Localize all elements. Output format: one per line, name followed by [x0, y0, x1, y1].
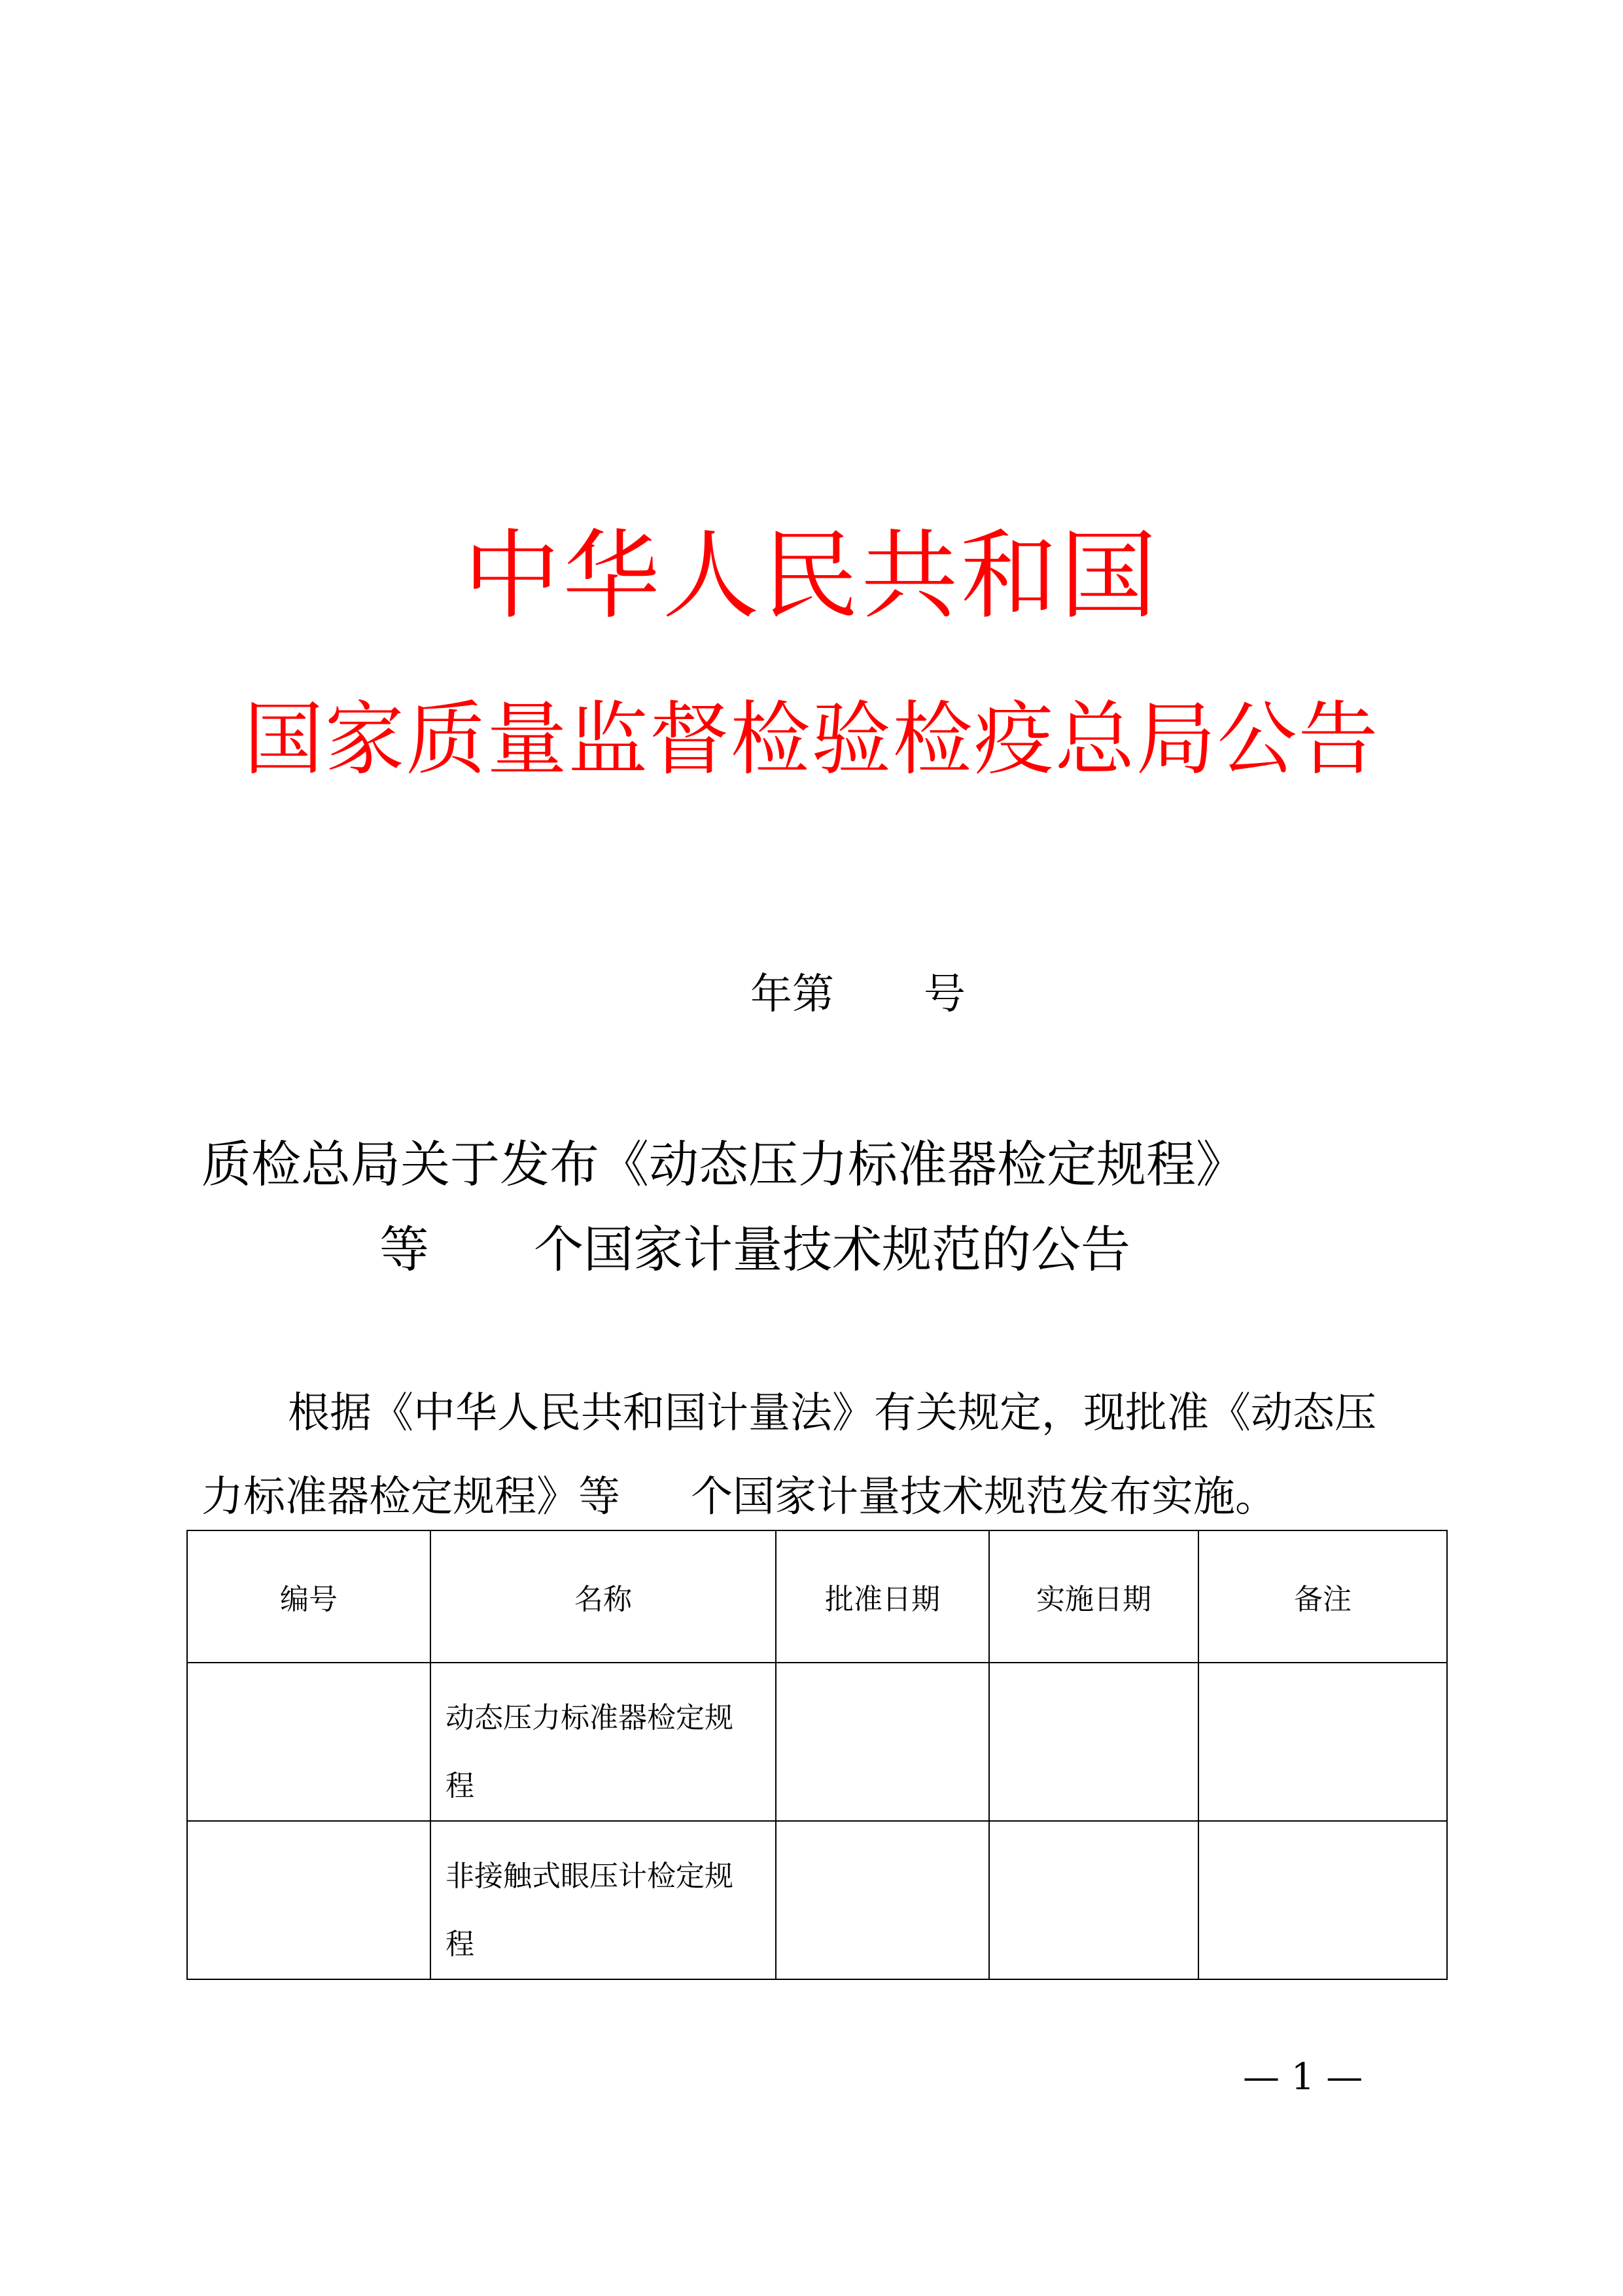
title-line-1: 中华人民共和国 — [463, 520, 1160, 632]
column-header-name: 名称 — [430, 1530, 776, 1663]
cell-name-line-1: 动态压力标准器检定规 — [445, 1701, 733, 1735]
cell-name-line-1: 非接触式眼压计检定规 — [445, 1860, 733, 1893]
table-row — [187, 1821, 1447, 1979]
column-header-number: 编号 — [187, 1530, 430, 1663]
cell-approval-date — [776, 1663, 989, 1821]
column-header-remarks: 备注 — [1198, 1530, 1447, 1663]
cell-name-line-2: 程 — [445, 1928, 474, 1961]
heading-line-2-end: 个国家计量技术规范的公告 — [534, 1220, 1130, 1279]
heading-line-2-start: 等 — [379, 1220, 429, 1279]
cell-effective-date — [989, 1663, 1198, 1821]
title-line-2: 国家质量监督检验检疫总局公告 — [243, 693, 1380, 786]
table-row — [187, 1663, 1447, 1821]
cell-remarks — [1198, 1663, 1447, 1821]
cell-number — [187, 1821, 430, 1979]
column-header-approval-date: 批准日期 — [776, 1530, 989, 1663]
cell-number — [187, 1663, 430, 1821]
heading-line-1: 质检总局关于发布《动态压力标准器检定规程》 — [201, 1135, 1246, 1193]
paragraph-line-2-start: 力标准器检定规程》等 — [201, 1473, 620, 1521]
cell-approval-date — [776, 1821, 989, 1979]
doc-number-suffix: 号 — [924, 970, 966, 1019]
cell-name — [430, 1821, 776, 1979]
cell-name — [430, 1663, 776, 1821]
paragraph-line-1: 根据《中华人民共和国计量法》有关规定，现批准《动态压 — [288, 1389, 1376, 1438]
column-header-effective-date: 实施日期 — [989, 1530, 1198, 1663]
standards-table — [186, 1530, 1448, 1980]
paragraph-line-2-end: 个国家计量技术规范发布实施。 — [691, 1473, 1277, 1521]
table-header-row — [187, 1530, 1447, 1663]
cell-remarks — [1198, 1821, 1447, 1979]
doc-number-prefix: 年第 — [750, 970, 834, 1019]
cell-name-line-2: 程 — [445, 1769, 474, 1803]
page-number: — 1 — — [1243, 2056, 1363, 2098]
cell-effective-date — [989, 1821, 1198, 1979]
